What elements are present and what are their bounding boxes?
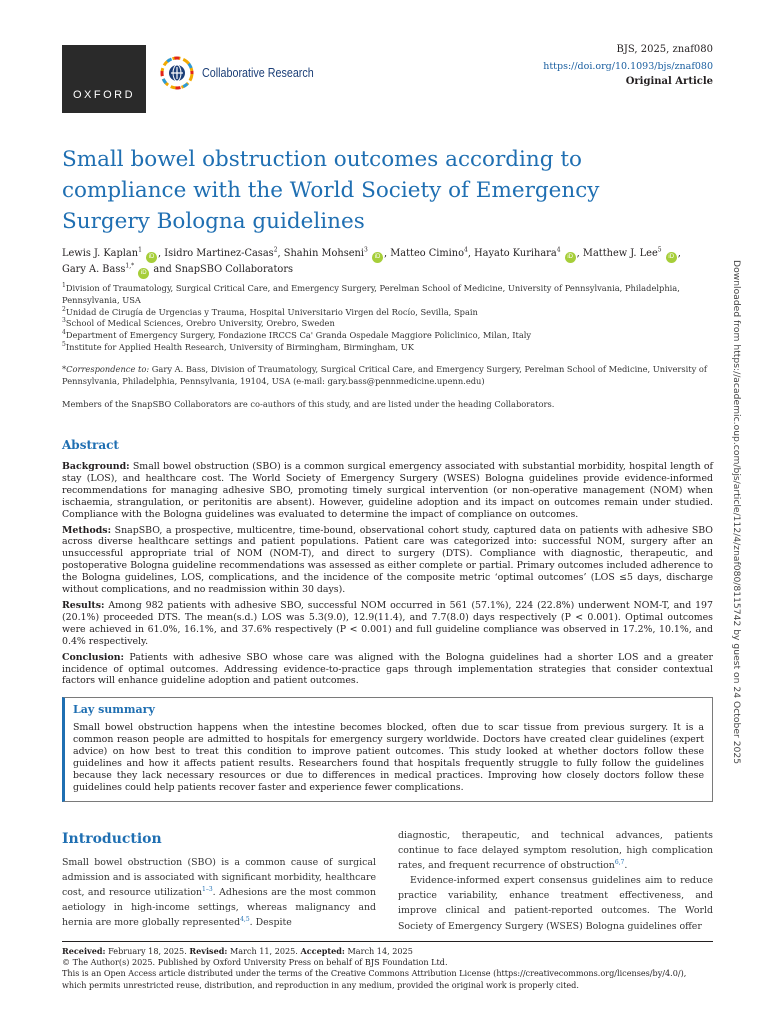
citation-link[interactable]: 4,5 <box>240 916 250 924</box>
affiliation-item <box>62 330 712 342</box>
affiliation-text: Unidad de Cirugía de Urgencias y Trauma, Hospital Universitario Virgen del Rocío, Sevilla, Spain <box>65 306 478 317</box>
article-dates <box>62 946 713 957</box>
revised-date: March 11, 2025. <box>227 946 301 956</box>
author-affiliation-marker: 4 <box>556 246 561 254</box>
abstract-background-text: Small bowel obstruction (SBO) is a common surgical emergency associated with substantial morbidity, hospital length of stay (LOS), and healthcare cost. The World Society of Emergency Surgery (WSES) Bologna guidelines provide evidence-informed recommendations for managing adhesive SBO, promoting timely surgical intervention (or non-operative management (NOM) when ischaemia, strangulation, or peritonitis are absent). However, guideline adoption and its impact on outcomes remain under studied. Compliance with the Bologna guidelines was evaluated to determine the impact of compliance on outcomes. <box>62 461 713 520</box>
introduction-paragraph-1-cont <box>398 828 713 873</box>
introduction-paragraph-2: Evidence-informed expert consensus guidelines aim to reduce practice variability, enhance treatment effectiveness, and improve clinical and patient-reported outcomes. The World Society of Emergency Surgery (WSES) Bologna guidelines offer <box>398 875 713 932</box>
orcid-icon[interactable]: iD <box>146 252 157 263</box>
author-affiliation-marker: 1,* <box>125 262 135 270</box>
oxford-logo <box>62 45 146 113</box>
introduction-left-column <box>62 855 376 930</box>
lay-summary-text: Small bowel obstruction happens when the intestine becomes blocked, often due to scar tissue from previous surgery. It is a common reason people are admitted to hospitals for emergency surgery worldwide. Doctors have created clear guidelines (expert advice) on how best to treat this condition to improve patient outcomes. This study looked at whether doctors follow these guidelines and how it affects patient results. Researchers found that hospitals frequently struggle to fully follow the guidelines because they lack necessary resources or due to differences in medical practices. Improving how closely doctors follow these guidelines could help patients recover faster and experience fewer complications. <box>73 722 704 793</box>
correspondence-text: Gary A. Bass, Division of Traumatology, Surgical Critical Care, and Emergency Surgery, Perelman School of Medicine, University of Pennsylvania, Philadelphia, Pennsylvania, 19104, USA (e-mail: gary.bass@pennmedicine.upenn.edu) <box>62 364 707 387</box>
introduction-heading: Introduction <box>62 831 162 847</box>
orcid-icon[interactable]: iD <box>138 268 149 279</box>
author-affiliation-marker: 5 <box>657 246 662 254</box>
copyright: © The Author(s) 2025. Published by Oxford University Press on behalf of BJS Foundation Ltd. <box>62 957 448 968</box>
received-label: Received: <box>62 946 106 956</box>
intro-text-d: diagnostic, therapeutic, and technical advances, patients continue to face delayed symptom resolution, high complication rates, and frequent recurrence of obstruction <box>398 830 713 872</box>
author-separator: , <box>467 248 475 259</box>
accepted-date: March 14, 2025 <box>344 946 413 956</box>
correspondence-label: *Correspondence to: <box>62 364 150 374</box>
orcid-icon[interactable]: iD <box>372 252 383 263</box>
affiliation-text: Department of Emergency Surgery, Fondazione IRCCS Ca' Granda Ospedale Maggiore Policlinico, Milan, Italy <box>65 330 532 341</box>
introduction-right-column <box>398 828 713 934</box>
lay-summary-box <box>62 697 713 802</box>
author-affiliation-marker: 2 <box>273 246 278 254</box>
author-name: Isidro Martinez-Casas <box>164 248 274 259</box>
abstract-conclusion-text: Patients with adhesive SBO whose care was aligned with the Bologna guidelines had a shorter LOS and a greater incidence of optimal outcomes. Addressing evidence-to-practice gaps through implementation strategies that consider contextual factors will enhance guideline adoption and patient outcomes. <box>62 651 713 687</box>
affiliation-item <box>62 307 712 319</box>
author-affiliation-marker: 3 <box>364 246 368 254</box>
affiliation-marker: 2 <box>62 305 66 313</box>
doi-link[interactable]: https://doi.org/10.1093/bjs/znaf080 <box>543 61 713 72</box>
license: This is an Open Access article distributed under the terms of the Creative Commons Attribution License (https://creativecommons.org/licenses/by/4.0/), which permits unrestricted reuse, distribution, and reproduction in any medium, provided the original work is properly cited. <box>62 968 687 990</box>
article-type: Original Article <box>625 76 713 87</box>
affiliation-text: Institute for Applied Health Research, University of Birmingham, Birmingham, UK <box>65 341 414 352</box>
accepted-label: Accepted: <box>300 946 345 956</box>
article-title: Small bowel obstruction outcomes according to compliance with the World Society of Emergency Surgery Bologna guidelines <box>62 147 600 234</box>
oxford-logo-text: OXFORD <box>72 89 136 101</box>
intro-text-b: . Adhesions are the most common aetiology in high-income settings, whereas malignancy and hernia are more globally represented <box>62 887 376 929</box>
abstract-heading: Abstract <box>62 438 119 452</box>
abstract-background <box>62 461 713 521</box>
author-name: Hayato Kurihara <box>474 248 557 259</box>
orcid-icon[interactable]: iD <box>565 252 576 263</box>
affiliation-text: Division of Traumatology, Surgical Critical Care, and Emergency Surgery, Perelman School of Medicine, University of Pennsylvania, Philadelphia, Pennsylvania, USA <box>62 283 680 305</box>
intro-text-a: Small bowel obstruction (SBO) is a common cause of surgical admission and is associated with significant morbidity, healthcare cost, and resource utilization <box>62 857 376 899</box>
author-name: Matthew J. Lee <box>582 248 658 259</box>
author-affiliation-marker: 4 <box>464 246 468 254</box>
revised-label: Revised: <box>189 946 228 956</box>
affiliation-text: School of Medical Sciences, Orebro University, Orebro, Sweden <box>65 318 335 329</box>
author-separator: , <box>576 248 583 259</box>
affiliation-marker: 5 <box>62 341 66 349</box>
journal-reference: BJS, 2025, znaf080 <box>616 44 713 55</box>
abstract-conclusion-label: Conclusion: <box>62 651 124 663</box>
author-name: Shahin Mohseni <box>283 248 365 259</box>
abstract-background-label: Background: <box>62 461 130 472</box>
affiliation-item <box>62 342 712 354</box>
abstract-results-text: Among 982 patients with adhesive SBO, successful NOM occurred in 561 (57.1%), 224 (22.8%) underwent NOM-T, and 197 (20.1%) proceeded DTS. The mean(s.d.) LOS was 5.3(9.0), 12.9(11.4), and 7.7(8.0) days respectively (P < 0.001). Optimal outcomes were achieved in 61.0%, 16.1%, and 37.6% respectively (P < 0.001) and full guideline compliance was observed in 17.2%, 10.1%, and 0.4% respectively. <box>62 599 713 647</box>
author-name: Lewis J. Kaplan <box>62 248 139 259</box>
abstract-body <box>62 461 713 691</box>
footer-divider <box>62 941 713 942</box>
abstract-methods <box>62 525 713 596</box>
author-separator: , <box>277 248 284 259</box>
received-date: February 18, 2025. <box>105 946 190 956</box>
author-separator: , <box>677 248 681 259</box>
author-list <box>62 247 702 279</box>
author-separator: , <box>158 248 165 259</box>
intro-text-c: . Despite <box>249 917 292 929</box>
affiliation-marker: 3 <box>62 317 66 325</box>
author-separator: and SnapSBO Collaborators <box>150 264 294 275</box>
affiliation-item <box>62 283 712 307</box>
abstract-methods-text: SnapSBO, a prospective, multicentre, time-bound, observational cohort study, captured data on patients with adhesive SBO across diverse healthcare settings and patient populations. Patient care was categorized into: successful NOM, surgery after an unsuccessful appropriate trial of NOM (NOM-T), and direct to surgery (DTS). Compliance with diagnostic, therapeutic, and postoperative Bologna guideline recommendations was assessed as either complete or partial. Primary outcomes included adherence to the Bologna guidelines, LOS, complications, and the incidence of the composite metric ‘optimal outcomes’ (LOS ≤5 days, discharge without complications, and no readmission within 30 days). <box>62 524 713 596</box>
author-name: Gary A. Bass <box>62 264 126 275</box>
abstract-conclusion <box>62 652 713 688</box>
citation-link[interactable]: 1–3 <box>202 886 213 894</box>
citation-link[interactable]: 6,7 <box>614 859 625 867</box>
collaborative-research-icon <box>160 56 194 90</box>
affiliation-item <box>62 318 712 330</box>
footer <box>62 946 713 991</box>
author-separator: , <box>383 248 391 259</box>
intro-text-e: . <box>624 860 628 872</box>
abstract-methods-label: Methods: <box>62 524 112 536</box>
orcid-icon[interactable]: iD <box>666 252 677 263</box>
affiliation-marker: 1 <box>62 282 66 290</box>
abstract-results <box>62 600 713 648</box>
lay-summary-heading: Lay summary <box>73 703 155 716</box>
author-name: Matteo Cimino <box>390 248 465 259</box>
abstract-results-label: Results: <box>62 599 105 611</box>
correspondence <box>62 363 712 388</box>
author-affiliation-marker: 1 <box>138 246 142 254</box>
affiliation-marker: 4 <box>62 329 66 337</box>
collaborative-research-label: Collaborative Research <box>202 66 314 80</box>
download-side-note: Downloaded from https://academic.oup.com/bjs/article/112/4/znaf080/8115742 by guest on 24 October 2025 <box>731 260 742 765</box>
members-note: Members of the SnapSBO Collaborators are co-authors of this study, and are listed under the heading Collaborators. <box>62 399 555 409</box>
affiliations <box>62 283 712 354</box>
introduction-paragraph-1 <box>62 855 376 930</box>
